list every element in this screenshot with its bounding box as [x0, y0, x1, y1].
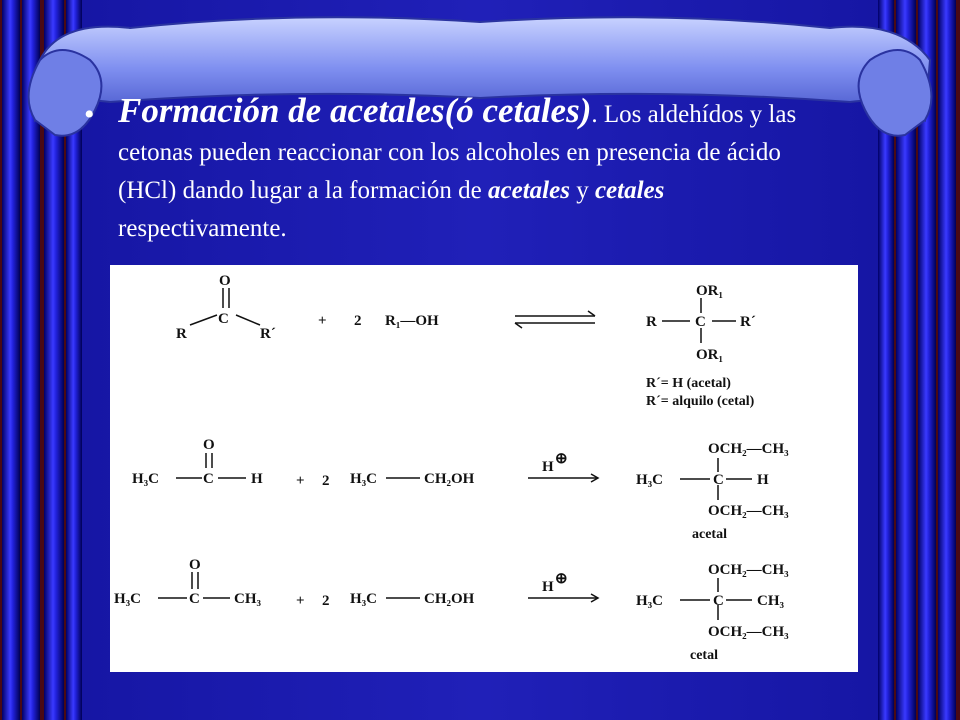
- r1-product-or-top: OR₁: [696, 283, 723, 299]
- r2-product-carbon: C: [713, 472, 724, 488]
- bullet-marker: •: [84, 98, 95, 131]
- r3-catalyst-charge: ⊕: [555, 571, 568, 587]
- r2-ethanol-left: H₃C: [350, 471, 377, 487]
- r1-carbon: C: [218, 311, 229, 327]
- r2-hydrogen: H: [251, 471, 263, 487]
- r2-oxygen: O: [203, 437, 215, 453]
- r2-product-bottom: OCH₂—CH₃: [708, 503, 789, 519]
- r1-product-rprime: R´: [740, 314, 756, 330]
- r1-alcohol: R₁—OH: [385, 313, 439, 329]
- sentence-lead: . Los aldehídos y las cetonas pueden reaccionar con los alcoholes en presencia de ácido (HCl) dando lugar a la formación de: [118, 101, 797, 204]
- r2-carbon: C: [203, 471, 214, 487]
- r2-product-name: acetal: [692, 527, 727, 542]
- term-cetales: cetales: [594, 177, 665, 204]
- term-acetales: acetales: [488, 177, 570, 204]
- r2-ethanol-right: CH₂OH: [424, 471, 475, 487]
- r2-product-hydrogen: H: [757, 472, 769, 488]
- r1-r-group: R: [176, 326, 187, 342]
- r2-product-h3c: H₃C: [636, 472, 663, 488]
- reaction-diagram-panel: [110, 265, 858, 672]
- r3-coefficient: 2: [322, 593, 330, 609]
- r3-product-carbon: C: [713, 593, 724, 609]
- r1-rprime-group: R´: [260, 326, 276, 342]
- r3-product-top: OCH₂—CH₃: [708, 562, 789, 578]
- r2-product-top: OCH₂—CH₃: [708, 441, 789, 457]
- r3-product-ch3: CH₃: [757, 593, 784, 609]
- r3-ch3: CH₃: [234, 591, 261, 607]
- r3-product-bottom: OCH₂—CH₃: [708, 624, 789, 640]
- r3-h3c: H₃C: [114, 591, 141, 607]
- r2-plus: +: [296, 473, 305, 489]
- r1-product-carbon: C: [695, 314, 706, 330]
- r3-ethanol-right: CH₂OH: [424, 591, 475, 607]
- r3-carbon: C: [189, 591, 200, 607]
- r1-plus: +: [318, 313, 327, 329]
- r1-oxygen: O: [219, 273, 231, 289]
- sentence-end: respectivamente.: [118, 215, 287, 242]
- r2-catalyst: H: [542, 459, 554, 475]
- r3-product-h3c: H₃C: [636, 593, 663, 609]
- r3-ethanol-left: H₃C: [350, 591, 377, 607]
- r2-catalyst-charge: ⊕: [555, 451, 568, 467]
- r3-oxygen: O: [189, 557, 201, 573]
- slide-paragraph: [118, 92, 838, 248]
- note-cetal: R´= alquilo (cetal): [646, 394, 755, 409]
- r2-coefficient: 2: [322, 473, 330, 489]
- r1-product-or-bottom: OR₁: [696, 347, 723, 363]
- note-acetal: R´= H (acetal): [646, 376, 731, 391]
- r2-h3c: H₃C: [132, 471, 159, 487]
- slide-heading: Formación de acetales(ó cetales): [118, 91, 592, 130]
- connector-text: y: [569, 177, 595, 204]
- reaction-scheme: [110, 265, 858, 672]
- r3-catalyst: H: [542, 579, 554, 595]
- r1-product-r: R: [646, 314, 657, 330]
- r1-coefficient: 2: [354, 313, 362, 329]
- r3-plus: +: [296, 593, 305, 609]
- r3-product-name: cetal: [690, 648, 718, 663]
